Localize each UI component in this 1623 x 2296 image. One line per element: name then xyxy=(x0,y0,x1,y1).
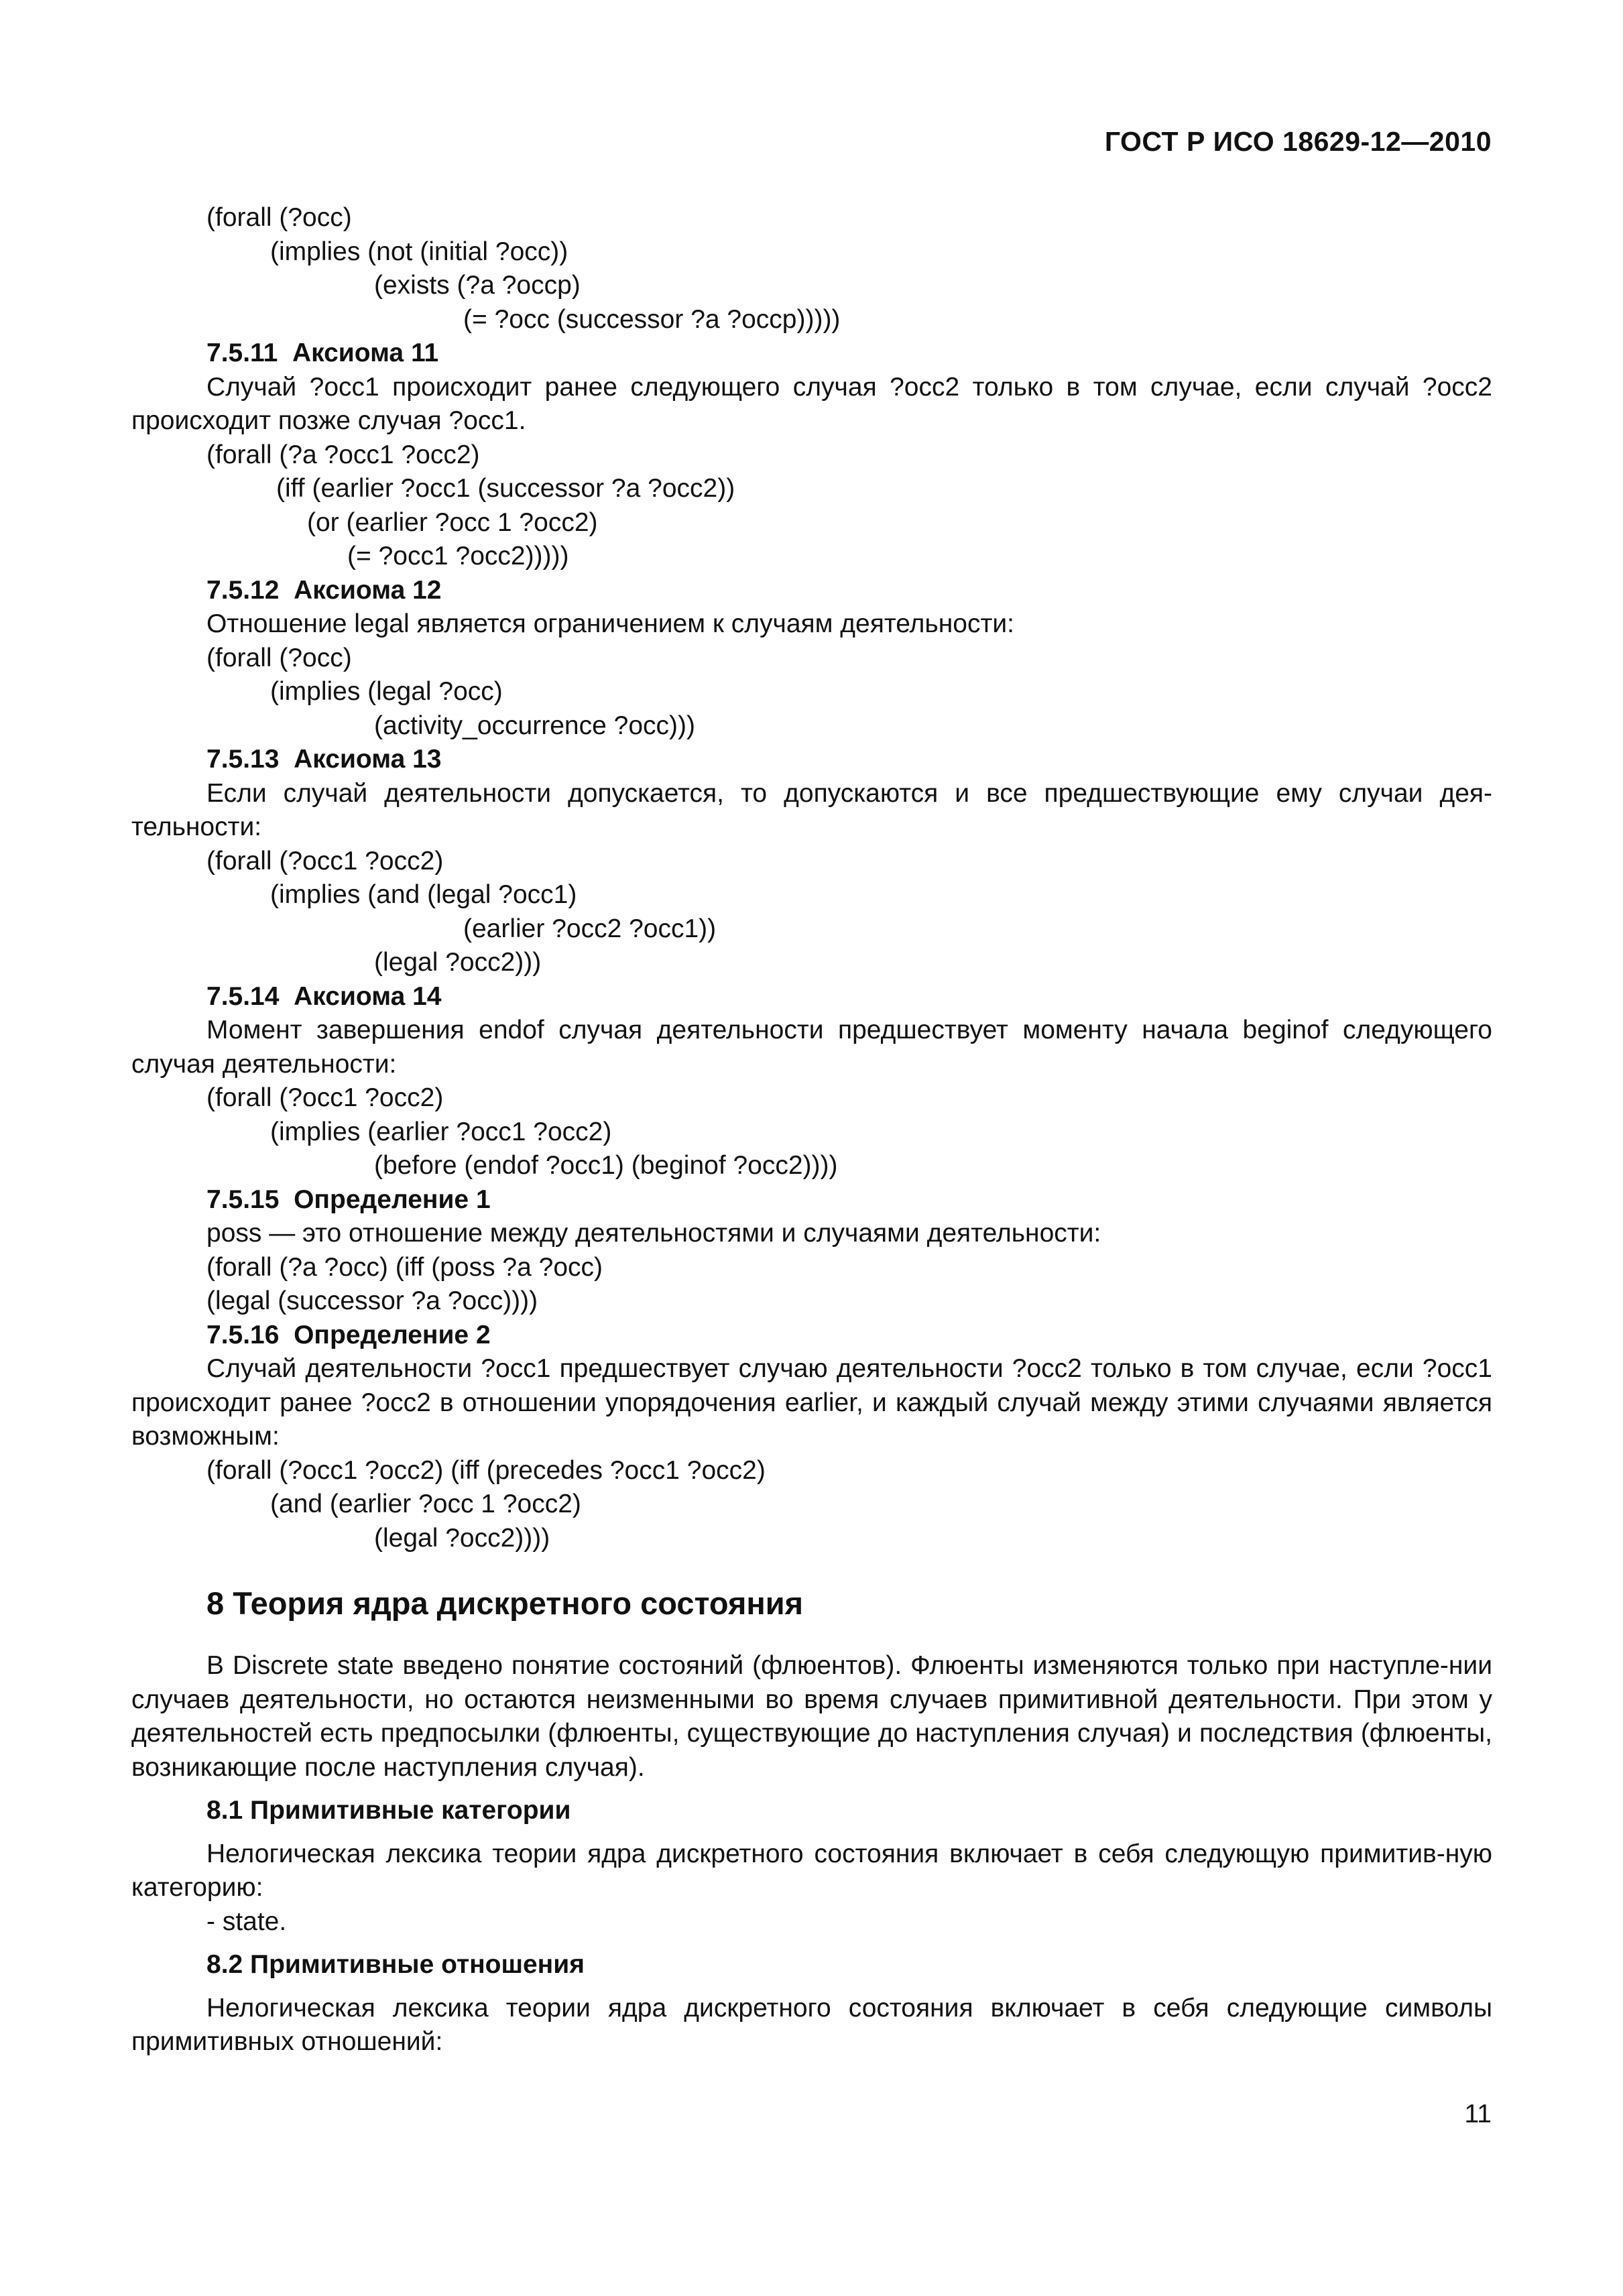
code-line: (earlier ?occ2 ?occ1)) xyxy=(463,914,717,943)
section-8-2-text: Нелогическая лексика теории ядра дискретного состояния включает в себя следующие символы примитивных отношений: xyxy=(131,1993,1492,2056)
code-line: (implies (earlier ?occ1 ?occ2) xyxy=(270,1117,612,1146)
section-8-title: 8 Теория ядра дискретного состояния xyxy=(206,1585,804,1621)
code-line: (legal ?occ2))) xyxy=(374,948,542,977)
section-8-1-text: Нелогическая лексика теории ядра дискретного состояния включает в себя следующую примитив-ную категорию: xyxy=(131,1839,1492,1902)
code-line: (forall (?occ) xyxy=(206,643,352,672)
code-line: (forall (?occ) xyxy=(206,203,352,232)
axiom-12-text: Отношение legal является ограничением к случаям деятельности: xyxy=(206,609,1014,638)
axiom-14-text: Момент завершения endof случая деятельности предшествует моменту начала beginof следующего случая деятельности: xyxy=(131,1016,1492,1079)
section-8-intro: В Discrete state введено понятие состояний (флюентов). Флюенты изменяются только при наступле-нии случаев деятельности, но остаются неизменными во время случаев примитивной деятельности. При этом у деятельностей есть предпосылки (флюенты, существующие до наступления случая) и последствия (флюенты, возникающие после наступления случая). xyxy=(131,1651,1492,1782)
axiom-13-heading: 7.5.13 Аксиома 13 xyxy=(206,745,442,774)
code-line: (iff (earlier ?occ1 (successor ?a ?occ2)) xyxy=(276,474,735,503)
axiom-14-heading: 7.5.14 Аксиома 14 xyxy=(206,981,442,1011)
page-number: 11 xyxy=(1464,2100,1492,2128)
page-content xyxy=(131,201,1492,2059)
definition-2-heading: 7.5.16 Определение 2 xyxy=(206,1320,491,1349)
code-line: (= ?occ1 ?occ2))))) xyxy=(347,542,569,570)
code-line: (and (earlier ?occ 1 ?occ2) xyxy=(270,1490,581,1518)
code-line: (implies (not (initial ?occ)) xyxy=(270,237,568,266)
code-line: (before (endof ?occ1) (beginof ?occ2)))) xyxy=(374,1151,838,1180)
code-line: (legal ?occ2)))) xyxy=(374,1523,550,1553)
code-line: (forall (?occ1 ?occ2) (iff (precedes ?occ1 ?occ2) xyxy=(206,1455,766,1485)
axiom-13-text: Если случай деятельности допускается, то допускаются и все предшествующие ему случаи дея-тельности: xyxy=(131,778,1492,841)
code-line: (forall (?occ1 ?occ2) xyxy=(206,846,444,875)
section-8-2-title: 8.2 Примитивные отношения xyxy=(206,1950,585,1979)
code-line: (= ?occ (successor ?a ?occp))))) xyxy=(463,304,841,334)
definition-2-text: Случай деятельности ?occ1 предшествует случаю деятельности ?occ2 только в том случае, если ?occ1 происходит ранее ?occ2 в отношении упорядочения earlier, и каждый случай между этими случаями является возможным: xyxy=(131,1354,1492,1451)
code-line: (implies (and (legal ?occ1) xyxy=(270,880,577,909)
axiom-11-text: Случай ?occ1 происходит ранее следующего случая ?occ2 только в том случае, если случай ?occ2 происходит позже случая ?occ1. xyxy=(131,372,1492,435)
code-line: (forall (?a ?occ) (iff (poss ?a ?occ) xyxy=(206,1252,603,1282)
definition-1-text: poss — это отношение между деятельностями и случаями деятельности: xyxy=(206,1219,1101,1248)
code-line: (legal (successor ?a ?occ)))) xyxy=(206,1286,538,1315)
axiom-12-heading: 7.5.12 Аксиома 12 xyxy=(206,575,442,605)
list-item: - state. xyxy=(206,1907,287,1936)
code-line: (implies (legal ?occ) xyxy=(270,677,503,706)
definition-1-heading: 7.5.15 Определение 1 xyxy=(206,1185,491,1214)
code-line: (or (earlier ?occ 1 ?occ2) xyxy=(307,507,598,537)
section-8-1-title: 8.1 Примитивные категории xyxy=(206,1796,571,1825)
code-line: (exists (?a ?occp) xyxy=(374,271,581,300)
document-code-header: ГОСТ Р ИСО 18629-12—2010 xyxy=(1104,126,1492,157)
code-line: (activity_occurrence ?occ))) xyxy=(374,711,695,740)
code-line: (forall (?a ?occ1 ?occ2) xyxy=(206,440,480,469)
code-line: (forall (?occ1 ?occ2) xyxy=(206,1083,444,1112)
axiom-11-heading: 7.5.11 Аксиома 11 xyxy=(206,339,439,367)
